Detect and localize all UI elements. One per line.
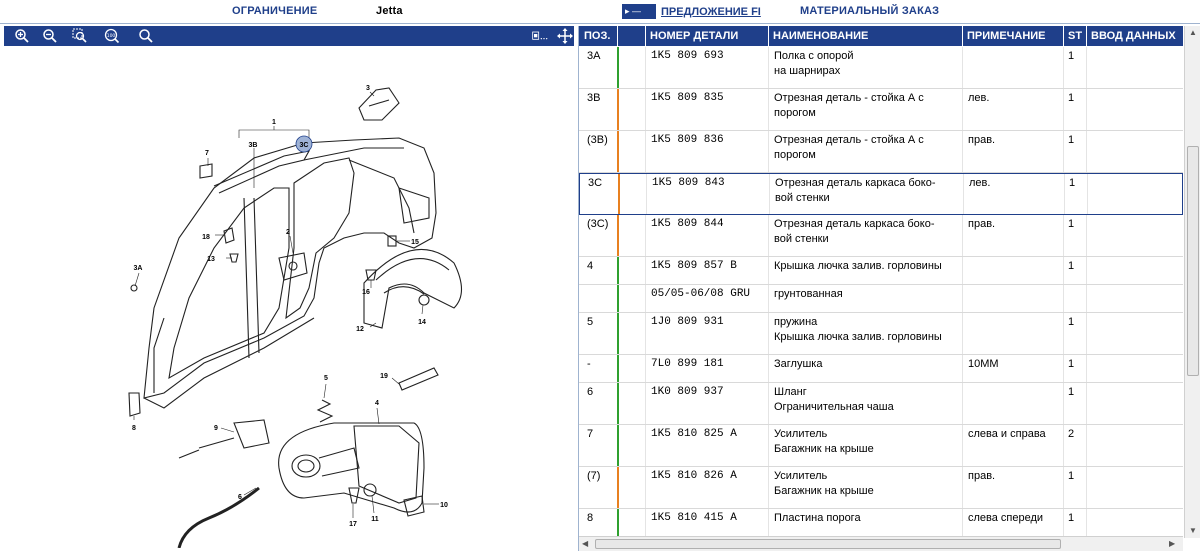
material-order-tab[interactable]: МАТЕРИАЛЬНЫЙ ЗАКАЗ — [800, 5, 940, 17]
table-row[interactable] — [579, 47, 1183, 89]
proposal-tab-label: ПРЕДЛОЖЕНИЕ FI — [661, 5, 761, 18]
zoom-toolbar — [4, 26, 574, 46]
cell-part-number: 1K0 809 937 — [651, 386, 724, 398]
cell-pos: 3C — [588, 177, 603, 189]
diagram-label[interactable]: 9 — [214, 425, 218, 432]
status-marker — [617, 467, 619, 508]
parts-table-pane — [578, 26, 1200, 551]
diagram-label[interactable]: 3A — [133, 265, 143, 272]
diagram-label[interactable]: 2 — [286, 229, 290, 236]
table-row[interactable] — [579, 467, 1183, 509]
cell-pos: (3B) — [587, 134, 608, 146]
cell-name: Усилитель Багажник на крыше — [774, 470, 874, 497]
table-row[interactable] — [579, 89, 1183, 131]
col-header-pos[interactable]: ПОЗ. — [584, 30, 611, 42]
cell-note: слева и справа — [968, 428, 1046, 440]
diagram-label[interactable]: 13 — [207, 256, 215, 263]
svg-text:100: 100 — [106, 34, 116, 39]
cell-note: лев. — [968, 92, 990, 104]
diagram-label[interactable]: 18 — [202, 234, 210, 241]
cell-qty: 1 — [1068, 134, 1075, 146]
cell-pos: 6 — [587, 386, 594, 398]
cell-qty: 2 — [1068, 428, 1075, 440]
status-marker — [617, 215, 619, 256]
zoom-area-icon[interactable] — [68, 27, 92, 45]
diagram-label[interactable]: 10 — [440, 502, 448, 509]
top-bar — [0, 0, 1200, 24]
cell-name: Отрезная деталь - стойка А с порогом — [774, 92, 924, 119]
cell-part-number: 1J0 809 931 — [651, 316, 724, 328]
cell-part-number: 1K5 809 836 — [651, 134, 724, 146]
status-marker — [617, 509, 619, 536]
cell-name: пружина Крышка лючка залив. горловины — [774, 316, 942, 343]
arrow-right-icon: ▸ — — [622, 4, 656, 19]
diagram-label[interactable]: 5 — [324, 375, 328, 382]
table-row[interactable] — [579, 215, 1183, 257]
cell-part-number: 1K5 809 843 — [652, 177, 725, 189]
cell-name: Отрезная деталь - стойка А с порогом — [774, 134, 924, 161]
table-row[interactable] — [579, 285, 1183, 313]
cell-name: грунтованная — [774, 288, 843, 300]
diagram-label[interactable]: 6 — [238, 494, 242, 501]
cell-part-number: 1K5 809 693 — [651, 50, 724, 62]
status-marker — [617, 257, 619, 284]
scroll-down-icon[interactable]: ▼ — [1189, 526, 1197, 535]
diagram-label[interactable]: 15 — [411, 239, 419, 246]
cell-part-number: 1K5 810 825 A — [651, 428, 737, 440]
cell-qty: 1 — [1068, 50, 1075, 62]
diagram-label[interactable]: 4 — [375, 400, 379, 407]
cell-note: прав. — [968, 218, 996, 230]
table-row[interactable] — [579, 173, 1183, 215]
table-row[interactable] — [579, 313, 1183, 355]
col-header-name[interactable]: НАИМЕНОВАНИЕ — [773, 30, 869, 42]
table-row[interactable] — [579, 257, 1183, 285]
move-icon[interactable] — [556, 27, 574, 45]
diagram-label[interactable]: 19 — [380, 373, 388, 380]
cell-name: Усилитель Багажник на крыше — [774, 428, 874, 455]
cell-qty: 1 — [1068, 358, 1075, 370]
cell-pos: 4 — [587, 260, 594, 272]
search-icon[interactable] — [134, 27, 158, 45]
col-header-note[interactable]: ПРИМЕЧАНИЕ — [967, 30, 1046, 42]
cell-note: лев. — [969, 177, 991, 189]
cell-pos: 5 — [587, 316, 594, 328]
zoom-100-icon[interactable] — [100, 27, 124, 45]
cell-pos: 3B — [587, 92, 601, 104]
cell-part-number: 1K5 810 415 A — [651, 512, 737, 524]
cell-qty: 1 — [1068, 512, 1075, 524]
cell-note: прав. — [968, 134, 996, 146]
table-header — [579, 26, 1183, 46]
diagram-label[interactable]: 14 — [418, 319, 426, 326]
proposal-tab[interactable] — [622, 2, 761, 21]
status-marker — [617, 355, 619, 382]
cell-qty: 1 — [1068, 218, 1075, 230]
cell-name: Отрезная деталь каркаса боко- вой стенки — [775, 177, 936, 204]
cell-qty: 1 — [1069, 177, 1076, 189]
cell-name: Пластина порога — [774, 512, 861, 524]
col-header-qty[interactable]: ST — [1068, 30, 1083, 42]
diagram-label[interactable]: 3B — [248, 142, 258, 149]
cell-part-number: 1K5 810 826 A — [651, 470, 737, 482]
col-header-input[interactable]: ВВОД ДАННЫХ — [1091, 30, 1176, 42]
scroll-left-icon[interactable]: ◀ — [582, 539, 589, 548]
scroll-up-icon[interactable]: ▲ — [1189, 28, 1197, 37]
cell-part-number: 1K5 809 835 — [651, 92, 724, 104]
col-header-part-number[interactable]: НОМЕР ДЕТАЛИ — [650, 30, 739, 42]
cell-pos: (3C) — [587, 218, 609, 230]
status-marker — [617, 425, 619, 466]
cell-pos: 8 — [587, 512, 594, 524]
zoom-in-icon[interactable] — [10, 27, 34, 45]
status-marker — [617, 285, 619, 312]
table-row[interactable] — [579, 509, 1183, 537]
cell-pos: 7 — [587, 428, 594, 440]
cell-part-number: 1K5 809 857 B — [651, 260, 737, 272]
cell-note: слева спереди — [968, 512, 1044, 524]
table-row[interactable] — [579, 383, 1183, 425]
cell-note: прав. — [968, 470, 996, 482]
diagram-label[interactable]: 16 — [362, 289, 370, 296]
table-row[interactable] — [579, 355, 1183, 383]
illustration-pane — [0, 26, 577, 551]
cell-qty: 1 — [1068, 260, 1075, 272]
vertical-scroll-thumb[interactable] — [1187, 146, 1199, 376]
cell-name: Полка с опорой на шарнирах — [774, 50, 854, 77]
cell-name: Отрезная деталь каркаса боко- вой стенки — [774, 218, 935, 245]
cell-part-number: 1K5 809 844 — [651, 218, 724, 230]
horizontal-scroll-thumb[interactable] — [595, 539, 1061, 549]
table-row[interactable] — [579, 425, 1183, 467]
status-marker — [617, 313, 619, 354]
cell-part-number: 7L0 899 181 — [651, 358, 724, 370]
parts-table-body — [579, 47, 1183, 538]
status-marker — [617, 131, 619, 172]
fit-page-icon[interactable] — [526, 27, 554, 45]
cell-qty: 1 — [1068, 470, 1075, 482]
cell-name: Крышка лючка залив. горловины — [774, 260, 942, 272]
status-marker — [617, 89, 619, 130]
diagram-label[interactable]: 7 — [205, 150, 209, 157]
diagram-label[interactable]: 11 — [371, 516, 379, 523]
cell-pos: - — [587, 358, 591, 370]
cell-qty: 1 — [1068, 386, 1075, 398]
table-row[interactable] — [579, 131, 1183, 173]
restriction-tab[interactable]: ОГРАНИЧЕНИЕ — [232, 5, 318, 17]
cell-note: 10MM — [968, 358, 999, 370]
diagram-label[interactable]: 1 — [272, 119, 276, 126]
scroll-right-icon[interactable]: ▶ — [1169, 539, 1176, 548]
diagram-label[interactable]: 3 — [366, 85, 370, 92]
vertical-scrollbar[interactable] — [1184, 26, 1200, 538]
cell-name: Шланг Ограничительная чаша — [774, 386, 894, 413]
diagram-label[interactable]: 17 — [349, 521, 357, 528]
cell-qty: 1 — [1068, 92, 1075, 104]
status-marker — [617, 383, 619, 424]
cell-pos: 3A — [587, 50, 601, 62]
cell-name: Заглушка — [774, 358, 823, 370]
zoom-out-icon[interactable] — [38, 27, 62, 45]
model-label: Jetta — [376, 5, 403, 17]
diagram-label[interactable]: 12 — [356, 326, 364, 333]
diagram-label[interactable]: 3C — [299, 142, 309, 149]
parts-diagram[interactable] — [4, 48, 574, 548]
cell-pos: (7) — [587, 470, 601, 482]
cell-qty: 1 — [1068, 316, 1075, 328]
status-marker — [617, 47, 619, 88]
cell-part-number: 05/05-06/08 GRU — [651, 288, 751, 300]
diagram-label[interactable]: 8 — [132, 425, 136, 432]
status-marker — [618, 174, 620, 214]
horizontal-scrollbar[interactable] — [579, 536, 1183, 551]
